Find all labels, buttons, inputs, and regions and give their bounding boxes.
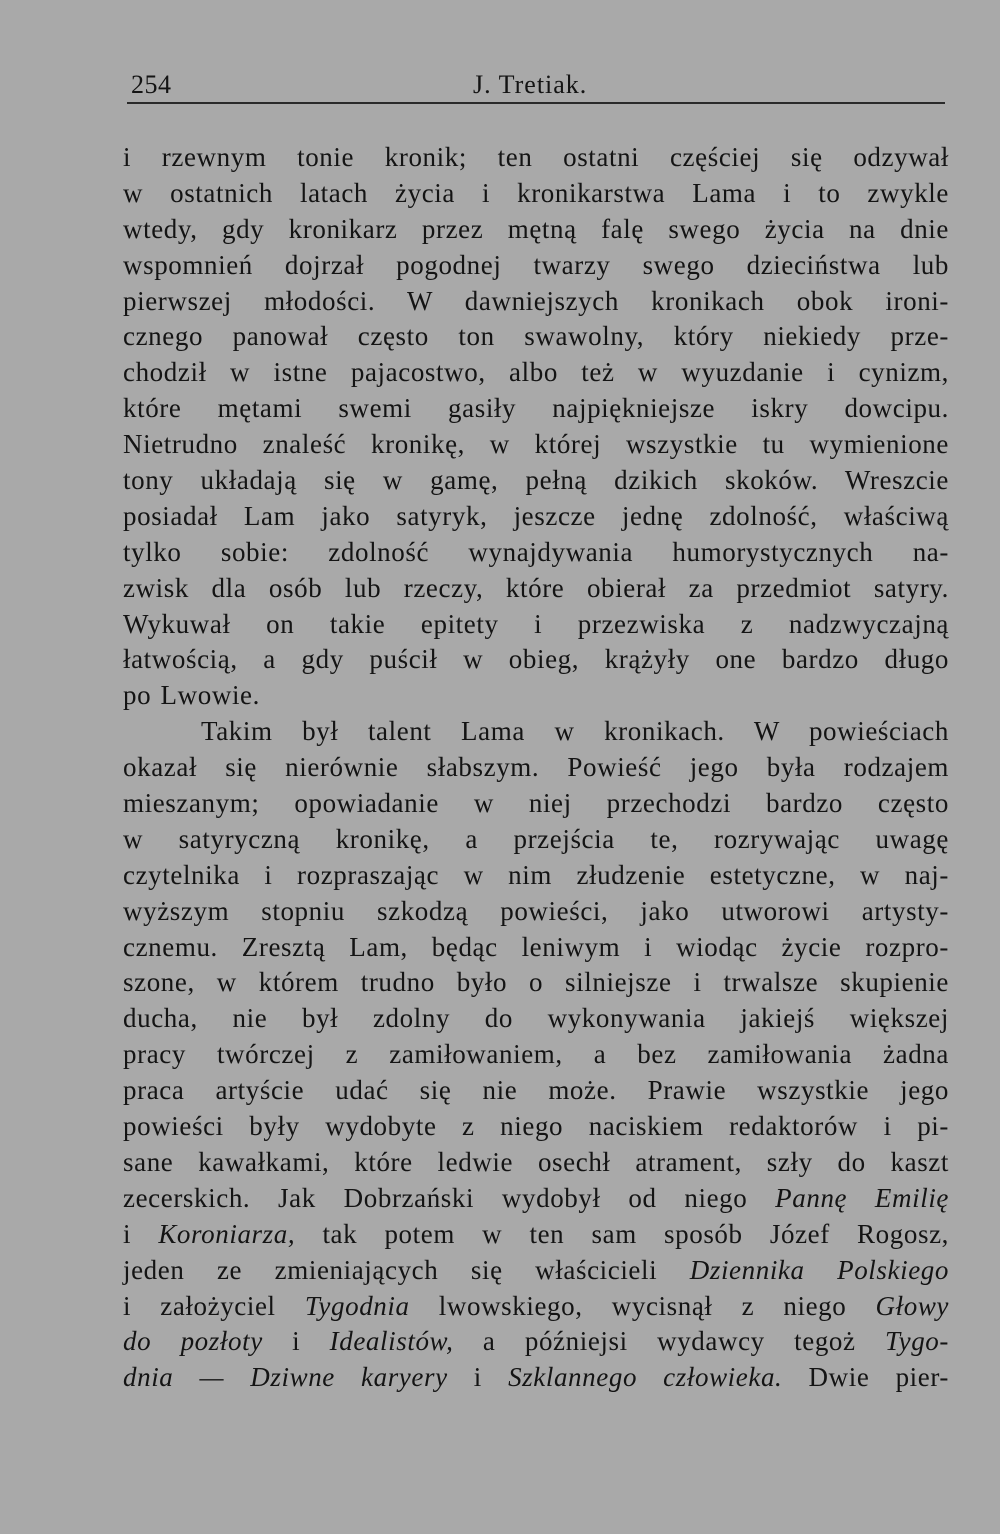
text-line: [123, 1001, 949, 1037]
text-segment: powieści były wydobyte z niego naciskiem redaktorów i pi-: [123, 1111, 949, 1142]
text-segment: ducha, nie był zdolny do wykonywania jakiejś większej: [123, 1003, 949, 1034]
italic-title: Dziennika Polskiego: [689, 1254, 949, 1285]
italic-title: Szklannego człowieka.: [508, 1362, 783, 1393]
text-segment: które mętami swemi gasiły najpiękniejsze iskry dowcipu.: [123, 393, 949, 424]
text-line: [123, 319, 949, 355]
text-segment: po Lwowie.: [123, 680, 260, 711]
text-segment: wtedy, gdy kronikarz przez mętną falę swego życia na dnie: [123, 213, 949, 244]
text-line: [123, 1360, 949, 1396]
text-segment: Takim był talent Lama w kronikach. W powieściach: [201, 716, 949, 747]
italic-title: Głowy: [875, 1290, 950, 1321]
text-line: [123, 1145, 949, 1181]
text-segment: i: [262, 1326, 330, 1357]
text-line: [123, 1073, 949, 1109]
text-segment: Nietrudno znaleść kronikę, w której wszystkie tu wymienione: [123, 429, 949, 460]
text-line: [123, 894, 949, 930]
text-line: [123, 1253, 949, 1289]
text-segment: szone, w którem trudno było o silniejsze i trwalsze skupienie: [123, 967, 949, 998]
italic-title: do pozłoty: [123, 1326, 263, 1357]
body-text: [123, 140, 949, 1396]
text-line: [123, 571, 949, 607]
text-segment: tylko sobie: zdolność wynajdywania humorystycznych na-: [123, 536, 949, 567]
text-line: [123, 391, 949, 427]
text-line: [123, 248, 949, 284]
text-line: [123, 176, 949, 212]
text-segment: w ostatnich latach życia i kronikarstwa Lama i to zwykle: [123, 177, 949, 208]
text-segment: lwowskiego, wycisnął z niego: [409, 1290, 876, 1321]
text-segment: w satyryczną kronikę, a przejścia te, rozrywając uwagę: [123, 823, 949, 854]
text-line: [123, 1289, 949, 1325]
text-line: [123, 642, 949, 678]
text-line: [123, 140, 949, 176]
text-line: [123, 858, 949, 894]
text-segment: cznego panował często ton swawolny, który niekiedy prze-: [123, 321, 949, 352]
text-segment: i: [447, 1362, 509, 1393]
text-segment: wyższym stopniu szkodzą powieści, jako utworowi artysty-: [123, 895, 949, 926]
text-line: [123, 1217, 949, 1253]
text-line: [123, 822, 949, 858]
text-line: [123, 463, 949, 499]
text-segment: okazał się nierównie słabszym. Powieść jego była rodzajem: [123, 752, 949, 783]
text-line: [123, 1181, 949, 1217]
text-line: [123, 1324, 949, 1360]
text-segment: i założyciel: [123, 1290, 305, 1321]
text-segment: zwisk dla osób lub rzeczy, które obierał za przedmiot satyry.: [123, 572, 949, 603]
text-line: [123, 930, 949, 966]
text-line: [123, 786, 949, 822]
running-head: J. Tretiak.: [473, 70, 588, 99]
italic-title: Koroniarza,: [158, 1218, 296, 1249]
text-line: [123, 1037, 949, 1073]
text-line: [123, 499, 949, 535]
text-segment: czytelnika i rozpraszając w nim złudzenie estetyczne, w naj-: [123, 859, 949, 890]
text-segment: i: [123, 1218, 159, 1249]
text-segment: wspomnień dojrzał pogodnej twarzy swego dzieciństwa lub: [123, 249, 949, 280]
text-segment: a późniejsi wydawcy tegoż: [453, 1326, 885, 1357]
text-segment: tony układają się w gamę, pełną dzikich skoków. Wreszcie: [123, 465, 949, 496]
italic-title: Tygo-: [885, 1326, 949, 1357]
text-segment: jeden ze zmieniających się właścicieli: [123, 1254, 690, 1285]
text-segment: mieszanym; opowiadanie w niej przechodzi bardzo często: [123, 788, 949, 819]
text-segment: Wykuwał on takie epitety i przezwiska z nadzwyczajną: [123, 608, 949, 639]
text-line: [123, 678, 949, 714]
text-line: [123, 714, 949, 750]
text-segment: pierwszej młodości. W dawniejszych kronikach obok ironi-: [123, 285, 949, 316]
text-segment: łatwością, a gdy puścił w obieg, krążyły one bardzo długo: [123, 644, 949, 675]
text-line: [123, 750, 949, 786]
text-line: [123, 355, 949, 391]
text-line: [123, 284, 949, 320]
italic-title: Tygodnia: [304, 1290, 410, 1321]
text-segment: cznemu. Zresztą Lam, będąc leniwym i wiodąc życie rozpro-: [123, 931, 949, 962]
text-line: [123, 607, 949, 643]
text-segment: pracy twórczej z zamiłowaniem, a bez zamiłowania żadna: [123, 1039, 949, 1070]
page-number: 254: [131, 70, 172, 99]
text-segment: praca artyście udać się nie może. Prawie wszystkie jego: [123, 1075, 949, 1106]
text-line: [123, 965, 949, 1001]
text-segment: chodził w istne pajacostwo, albo też w wyuzdanie i cynizm,: [123, 357, 949, 388]
text-segment: zecerskich. Jak Dobrzański wydobył od niego: [123, 1182, 776, 1213]
italic-title: Pannę Emilię: [775, 1182, 950, 1213]
text-line: [123, 535, 949, 571]
text-line: [123, 427, 949, 463]
text-line: [123, 1109, 949, 1145]
text-line: [123, 212, 949, 248]
italic-title: dnia — Dziwne karyery: [123, 1362, 448, 1393]
text-segment: tak potem w ten sam sposób Józef Rogosz,: [295, 1218, 949, 1249]
text-segment: Dwie pier-: [782, 1362, 949, 1393]
text-segment: posiadał Lam jako satyryk, jeszcze jednę zdolność, właściwą: [123, 500, 949, 531]
page-header: [127, 68, 945, 104]
text-segment: i rzewnym tonie kronik; ten ostatni częściej się odzywał: [123, 142, 949, 172]
text-segment: sane kawałkami, które ledwie osechł atrament, szły do kaszt: [123, 1146, 949, 1177]
italic-title: Idealistów,: [329, 1326, 454, 1357]
